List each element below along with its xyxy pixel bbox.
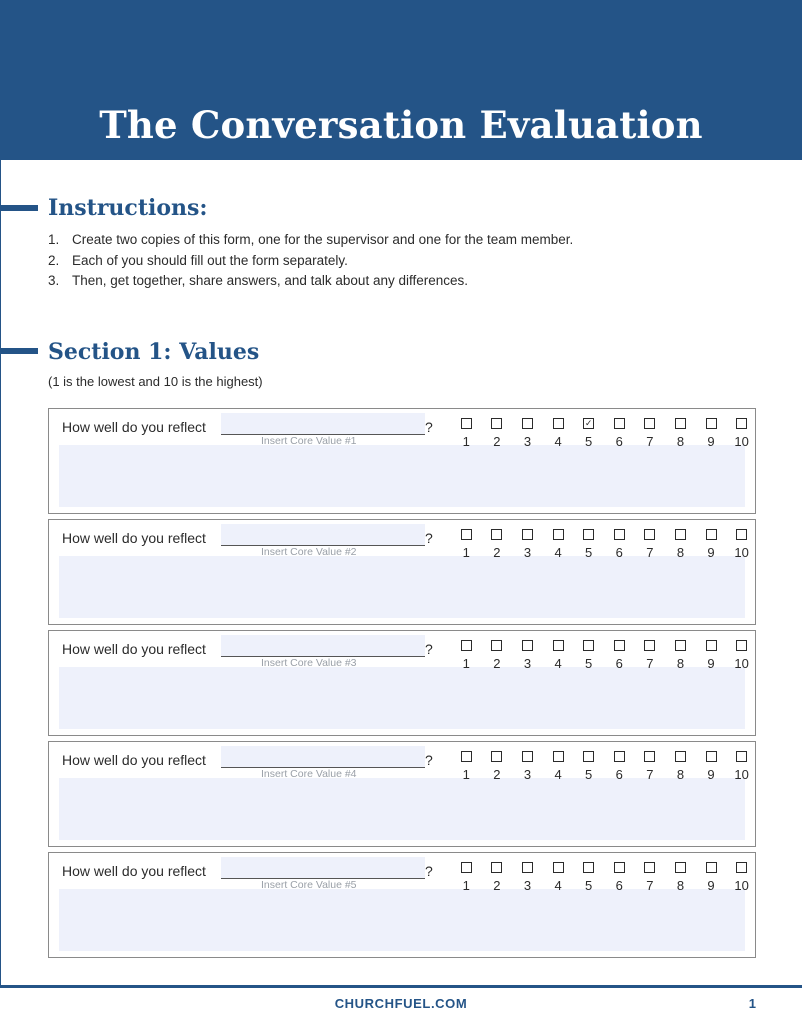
rating-option: [665, 751, 696, 782]
rating-option: [512, 418, 543, 449]
rating-option: [726, 640, 757, 671]
rating-number: 9: [707, 656, 715, 671]
rating-number: 8: [676, 767, 685, 782]
rating-scale: [451, 862, 757, 893]
rating-number: 6: [615, 767, 623, 782]
rating-option: [543, 529, 574, 560]
rating-option: [635, 418, 666, 449]
rating-option: [512, 640, 543, 671]
header-banner: [0, 0, 802, 160]
rating-checkbox[interactable]: [736, 529, 747, 540]
rating-checkbox[interactable]: [706, 418, 717, 429]
rating-number: 1: [462, 545, 470, 560]
rating-option: [604, 751, 635, 782]
rating-number: 5: [585, 656, 593, 671]
rating-number: 2: [493, 656, 501, 671]
rating-number: 3: [523, 767, 532, 782]
rating-checkbox[interactable]: [644, 418, 655, 429]
rating-checkbox[interactable]: [553, 529, 564, 540]
instructions-heading: Instructions:: [48, 195, 208, 221]
rating-number: 5: [585, 545, 593, 560]
rating-option: [604, 640, 635, 671]
rating-number: 4: [554, 656, 562, 671]
section-marker: [0, 348, 38, 354]
rating-number: 10: [734, 656, 749, 671]
question-card: [48, 852, 756, 958]
rating-option: [665, 529, 696, 560]
rating-number: 1: [462, 878, 470, 893]
question-mark: ?: [425, 863, 433, 879]
rating-option: [543, 640, 574, 671]
rating-number: 3: [523, 656, 532, 671]
answer-area[interactable]: [59, 667, 745, 729]
rating-number: 7: [646, 767, 654, 782]
rating-number: 2: [493, 767, 501, 782]
rating-checkbox[interactable]: [675, 640, 686, 651]
rating-number: 8: [676, 434, 685, 449]
rating-number: 7: [646, 434, 654, 449]
rating-number: 10: [734, 545, 749, 560]
rating-option: [482, 862, 513, 893]
rating-option: [573, 418, 604, 449]
rating-number: 9: [707, 767, 715, 782]
question-card: [48, 741, 756, 847]
rating-option: [726, 862, 757, 893]
rating-scale: [451, 640, 757, 671]
rating-option: [635, 640, 666, 671]
rating-option: [482, 529, 513, 560]
rating-option: [696, 862, 727, 893]
rating-checkbox[interactable]: [675, 418, 686, 429]
footer-site: CHURCHFUEL.COM: [334, 996, 468, 1011]
rating-number: 5: [585, 878, 593, 893]
rating-option: [665, 640, 696, 671]
rating-number: 6: [615, 434, 623, 449]
answer-area[interactable]: [59, 778, 745, 840]
question-card: [48, 630, 756, 736]
page-number: 1: [748, 996, 756, 1011]
rating-checkbox[interactable]: [644, 751, 655, 762]
rating-checkbox[interactable]: [553, 751, 564, 762]
rating-checkbox[interactable]: [706, 862, 717, 873]
rating-number: 9: [707, 434, 715, 449]
scale-note: (1 is the lowest and 10 is the highest): [48, 374, 263, 389]
instruction-item: 3. Then, get together, share answers, and talk about any differences.: [48, 273, 469, 288]
rating-checkbox[interactable]: [522, 529, 533, 540]
rating-number: 10: [734, 434, 749, 449]
rating-number: 5: [585, 434, 593, 449]
rating-option: [482, 751, 513, 782]
rating-number: 6: [615, 656, 623, 671]
rating-option: [696, 640, 727, 671]
instruction-item: 2. Each of you should fill out the form separately.: [48, 252, 348, 268]
question-mark: ?: [425, 641, 433, 657]
rating-checkbox[interactable]: [553, 418, 564, 429]
question-mark: ?: [425, 419, 433, 435]
question-prompt: How well do you reflect: [62, 752, 206, 768]
rating-checkbox[interactable]: [583, 640, 594, 651]
rating-option: [696, 751, 727, 782]
rating-number: 7: [646, 878, 654, 893]
question-prompt: How well do you reflect: [62, 419, 206, 435]
rating-checkbox[interactable]: [522, 418, 533, 429]
rating-number: 2: [493, 878, 501, 893]
rating-checkbox[interactable]: [614, 862, 625, 873]
rating-option: [573, 640, 604, 671]
rating-checkbox[interactable]: [553, 640, 564, 651]
rating-option: [482, 640, 513, 671]
instruction-item: 1. Create two copies of this form, one for the supervisor and one for the team member.: [48, 232, 574, 247]
rating-checkbox[interactable]: [461, 529, 472, 540]
rating-checkbox[interactable]: [461, 751, 472, 762]
rating-checkbox[interactable]: [491, 529, 502, 540]
answer-area[interactable]: [59, 445, 745, 507]
rating-option: [665, 862, 696, 893]
rating-option: [451, 862, 482, 893]
rating-number: 6: [615, 878, 623, 893]
rating-checkbox[interactable]: ✓: [584, 418, 593, 428]
rating-checkbox[interactable]: [583, 751, 594, 762]
rating-option: [726, 751, 757, 782]
rating-checkbox[interactable]: [491, 418, 502, 429]
rating-number: 2: [493, 434, 501, 449]
rating-option: [696, 418, 727, 449]
rating-option: [512, 529, 543, 560]
left-edge-rule: [0, 160, 1, 986]
rating-checkbox[interactable]: [736, 751, 747, 762]
core-value-field[interactable]: [221, 524, 425, 546]
rating-number: 4: [554, 434, 562, 449]
rating-number: 3: [523, 878, 532, 893]
rating-number: 10: [734, 878, 749, 893]
rating-number: 4: [554, 878, 562, 893]
question-card: [48, 519, 756, 625]
rating-number: 8: [676, 656, 685, 671]
rating-option: [451, 529, 482, 560]
rating-option: [573, 529, 604, 560]
rating-checkbox[interactable]: [644, 529, 655, 540]
rating-scale: [451, 418, 757, 449]
rating-checkbox[interactable]: [614, 418, 625, 429]
rating-option: [635, 529, 666, 560]
question-mark: ?: [425, 530, 433, 546]
question-prompt: How well do you reflect: [62, 863, 206, 879]
core-value-hint: Insert Core Value #4: [261, 768, 357, 780]
rating-checkbox[interactable]: [736, 862, 747, 873]
rating-option: [543, 418, 574, 449]
rating-option: [573, 862, 604, 893]
section1-heading: Section 1: Values: [48, 339, 260, 365]
rating-option: [604, 529, 635, 560]
instructions-list: [48, 230, 573, 292]
footer-rule: [0, 985, 802, 988]
rating-option: [604, 418, 635, 449]
rating-number: 6: [615, 545, 623, 560]
rating-checkbox[interactable]: [491, 640, 502, 651]
rating-checkbox[interactable]: [614, 529, 625, 540]
core-value-field[interactable]: [221, 413, 425, 435]
rating-number: 3: [523, 545, 532, 560]
rating-option: [726, 418, 757, 449]
rating-checkbox[interactable]: [736, 418, 747, 429]
rating-checkbox[interactable]: [614, 751, 625, 762]
rating-option: [451, 751, 482, 782]
rating-number: 5: [585, 767, 593, 782]
answer-area[interactable]: [59, 889, 745, 951]
rating-option: [696, 529, 727, 560]
rating-option: [543, 751, 574, 782]
rating-option: [451, 418, 482, 449]
section-marker: [0, 205, 38, 211]
rating-checkbox[interactable]: [461, 418, 472, 429]
rating-number: 4: [554, 767, 562, 782]
page-title: The Conversation Evaluation: [99, 103, 703, 147]
rating-option: [665, 418, 696, 449]
rating-number: 9: [707, 545, 715, 560]
question-card: [48, 408, 756, 514]
core-value-hint: Insert Core Value #5: [261, 879, 357, 891]
rating-number: 4: [554, 545, 562, 560]
core-value-hint: Insert Core Value #3: [261, 657, 357, 669]
rating-number: 3: [523, 434, 532, 449]
rating-checkbox[interactable]: [706, 529, 717, 540]
rating-checkbox[interactable]: [706, 640, 717, 651]
rating-checkbox[interactable]: [522, 751, 533, 762]
core-value-field[interactable]: [221, 635, 425, 657]
rating-checkbox[interactable]: [461, 862, 472, 873]
rating-option: [451, 640, 482, 671]
rating-scale: [451, 529, 757, 560]
question-prompt: How well do you reflect: [62, 530, 206, 546]
rating-option: [604, 862, 635, 893]
rating-checkbox[interactable]: [644, 862, 655, 873]
rating-checkbox[interactable]: [706, 751, 717, 762]
question-mark: ?: [425, 752, 433, 768]
rating-number: 2: [493, 545, 501, 560]
rating-number: 7: [646, 545, 654, 560]
rating-option: [543, 862, 574, 893]
rating-number: 8: [676, 545, 685, 560]
rating-option: [635, 751, 666, 782]
rating-checkbox[interactable]: [522, 640, 533, 651]
rating-checkbox[interactable]: [644, 640, 655, 651]
rating-checkbox[interactable]: [614, 640, 625, 651]
rating-number: 1: [462, 656, 470, 671]
rating-checkbox[interactable]: [583, 529, 594, 540]
answer-area[interactable]: [59, 556, 745, 618]
rating-checkbox[interactable]: [675, 751, 686, 762]
core-value-hint: Insert Core Value #2: [261, 546, 357, 558]
rating-checkbox[interactable]: [675, 529, 686, 540]
rating-number: 8: [676, 878, 685, 893]
rating-number: 9: [707, 878, 715, 893]
rating-option: [573, 751, 604, 782]
rating-option: [482, 418, 513, 449]
rating-number: 1: [462, 434, 470, 449]
rating-number: 7: [646, 656, 654, 671]
rating-option: [635, 862, 666, 893]
core-value-field[interactable]: [221, 746, 425, 768]
rating-checkbox[interactable]: [491, 862, 502, 873]
rating-number: 10: [734, 767, 749, 782]
rating-checkbox[interactable]: [461, 640, 472, 651]
rating-checkbox[interactable]: [583, 862, 594, 873]
rating-number: 1: [462, 767, 470, 782]
rating-option: [726, 529, 757, 560]
core-value-hint: Insert Core Value #1: [261, 435, 357, 447]
rating-checkbox[interactable]: [736, 640, 747, 651]
rating-scale: [451, 751, 757, 782]
rating-checkbox[interactable]: [553, 862, 564, 873]
rating-checkbox[interactable]: [491, 751, 502, 762]
core-value-field[interactable]: [221, 857, 425, 879]
question-prompt: How well do you reflect: [62, 641, 206, 657]
rating-option: [512, 862, 543, 893]
rating-option: [512, 751, 543, 782]
rating-checkbox[interactable]: [675, 862, 686, 873]
rating-checkbox[interactable]: [522, 862, 533, 873]
